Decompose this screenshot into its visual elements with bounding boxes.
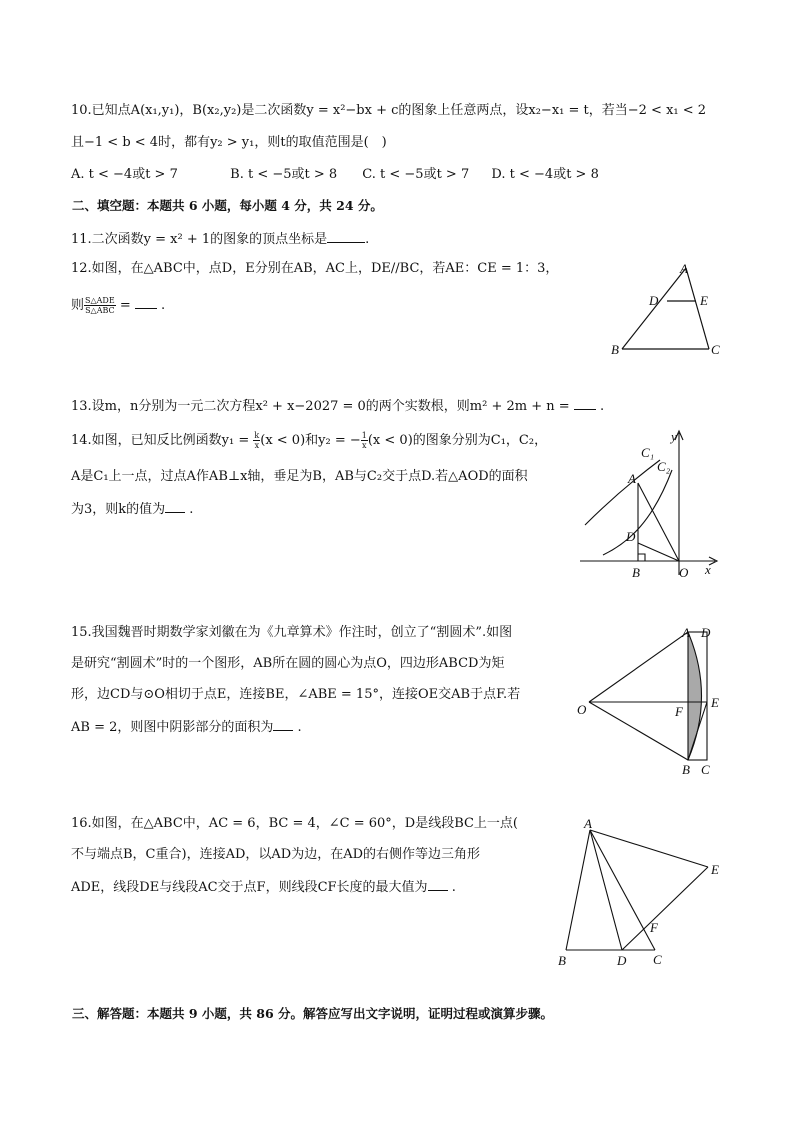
q14-line1 — [71, 431, 547, 451]
q15-line4 — [71, 716, 302, 738]
q10-option-a: A. t < −4或t > 7 — [71, 167, 178, 182]
q14-label-x: x — [705, 562, 711, 577]
q16-figure — [550, 812, 730, 972]
q15-figure — [575, 620, 725, 780]
q14-end: . — [189, 502, 194, 517]
q14-label-d: D — [626, 529, 636, 544]
q11-answer-blank — [327, 228, 365, 243]
q11-end: . — [365, 232, 370, 247]
q12-frac-den: S△ABC — [85, 306, 115, 315]
q15-line1: 15.我国魏晋时期数学家刘徽在为《九章算术》作注时，创立了“割圆术”.如图 — [71, 625, 513, 640]
q12-line1: 12.如图，在△ABC中，点D，E分别在AB，AC上，DE//BC，若AE：CE = 1：3， — [71, 261, 559, 276]
q15-label-b: B — [682, 762, 690, 777]
q12-end: . — [161, 298, 166, 313]
q16-segment-de — [622, 867, 708, 950]
q12-label-d: D — [649, 293, 659, 308]
q11-line — [71, 228, 369, 250]
q14-label-c2: C₂ — [657, 459, 671, 474]
q14-label-b: B — [632, 565, 640, 580]
q15-answer-blank — [273, 716, 293, 731]
q15-label-e: E — [711, 695, 719, 710]
q15-label-a: A — [682, 625, 690, 640]
q16-label-f: F — [650, 920, 658, 935]
q16-answer-blank — [428, 876, 448, 891]
q16-label-a: A — [584, 816, 592, 831]
q13-end: . — [599, 399, 605, 414]
q16-label-b: B — [558, 953, 566, 968]
q16-line2: 不与端点B，C重合)，连接AD，以AD为边，在AD的右侧作等边三角形 — [71, 847, 481, 862]
q15-line3: 形，边CD与⊙O相切于点E，连接BE，∠ABE = 15°，连接OE交AB于点F.若 — [71, 687, 521, 702]
q12-frac-num: S△ADE — [85, 296, 115, 305]
q14-text-c: (x < 0)的图象分别为C₁，C₂， — [367, 433, 548, 448]
q16-text-3: ADE，线段DE与线段AC交于点F，则线段CF长度的最大值为 — [71, 880, 428, 895]
q12-line2 — [71, 294, 165, 316]
q12-side-ac — [686, 268, 709, 349]
q13-line — [71, 395, 604, 417]
q12-figure — [600, 255, 740, 365]
q16-label-e: E — [711, 862, 719, 877]
q12-label-e: E — [700, 293, 708, 308]
q14-right-angle — [638, 554, 645, 561]
q14-line2: A是C₁上一点，过点A作AB⊥x轴，垂足为B，AB与C₂交于点D.若△AOD的面积 — [71, 469, 528, 484]
q12-side-ab — [622, 268, 686, 349]
q14-k-num: k — [254, 431, 260, 440]
q12-label-b: B — [611, 342, 619, 357]
q14-answer-blank — [165, 498, 185, 513]
q15-segment-ob — [589, 702, 688, 760]
q15-label-o: O — [577, 702, 587, 717]
q15-line2: 是研究“割圆术”时的一个图形，AB所在圆的圆心为点O，四边形ABCD为矩 — [71, 656, 505, 671]
q14-text-b: (x < 0)和y₂ = − — [260, 433, 361, 448]
q14-label-c1: C₁ — [641, 445, 655, 460]
q14-label-y: y — [671, 429, 677, 444]
q10-option-d: D. t < −4或t > 8 — [491, 167, 599, 182]
q16-label-d: D — [617, 953, 627, 968]
q14-figure — [575, 425, 730, 585]
q16-end: . — [451, 880, 456, 895]
q14-line3 — [71, 498, 193, 520]
q16-segment-ae — [590, 830, 708, 867]
q16-label-c: C — [653, 952, 662, 967]
q12-equals: = — [115, 298, 131, 313]
q10-option-c: C. t < −5或t > 7 — [362, 167, 470, 182]
q14-k-den: x — [254, 441, 260, 450]
q16-segment-ad — [590, 830, 622, 950]
q14-label-a: A — [628, 471, 636, 486]
q16-line1: 16.如图，在△ABC中，AC = 6，BC = 4，∠C = 60°，D是线段BC上一点( — [71, 816, 519, 831]
q12-prefix: 则 — [71, 298, 85, 313]
section2-heading: 二、填空题：本题共 6 小题，每小题 4 分，共 24 分。 — [72, 198, 383, 213]
q15-end: . — [297, 720, 302, 735]
q10-line1: 10.已知点A(x₁,y₁)，B(x₂,y₂)是二次函数y = x²−bx + c的图象上任意两点，设x₂−x₁ = t，若当−2 < x₁ < 2 — [71, 103, 707, 118]
q14-label-o: O — [679, 565, 689, 580]
q13-answer-blank — [574, 395, 596, 410]
q14-text-3: 为3，则k的值为 — [71, 502, 166, 517]
q11-text: 11.二次函数y = x² + 1的图象的顶点坐标是 — [71, 232, 328, 247]
q10-option-b: B. t < −5或t > 8 — [230, 167, 338, 182]
q14-segment-do — [638, 543, 679, 561]
q14-one-num: 1 — [361, 431, 367, 440]
q16-line3 — [71, 876, 456, 898]
q13-text: 13.设m，n分别为一元二次方程x² + x−2027 = 0的两个实数根，则m² + 2m + n = — [71, 399, 570, 414]
q12-answer-blank — [135, 294, 157, 309]
q12-label-a: A — [680, 261, 688, 276]
section3-heading: 三、解答题：本题共 9 小题，共 86 分。解答应写出文字说明，证明过程或演算步骤。 — [72, 1006, 554, 1021]
q14-frac-one — [361, 431, 368, 450]
q14-text-a: 14.如图，已知反比例函数y₁ = — [71, 433, 254, 448]
q12-area-ratio — [84, 296, 116, 315]
q16-side-ab — [566, 830, 590, 950]
q15-label-d: D — [701, 625, 711, 640]
q15-text-4: AB = 2，则图中阴影部分的面积为 — [71, 720, 274, 735]
q15-label-f: F — [675, 704, 683, 719]
q10-line2: 且−1 < b < 4时，都有y₂ > y₁，则t的取值范围是( ) — [71, 135, 387, 150]
q14-one-den: x — [362, 441, 367, 450]
q16-side-ac — [590, 830, 655, 950]
q12-label-c: C — [711, 342, 720, 357]
q10-options — [71, 165, 599, 185]
q15-label-c: C — [701, 762, 710, 777]
q15-segment-oa — [589, 632, 688, 702]
